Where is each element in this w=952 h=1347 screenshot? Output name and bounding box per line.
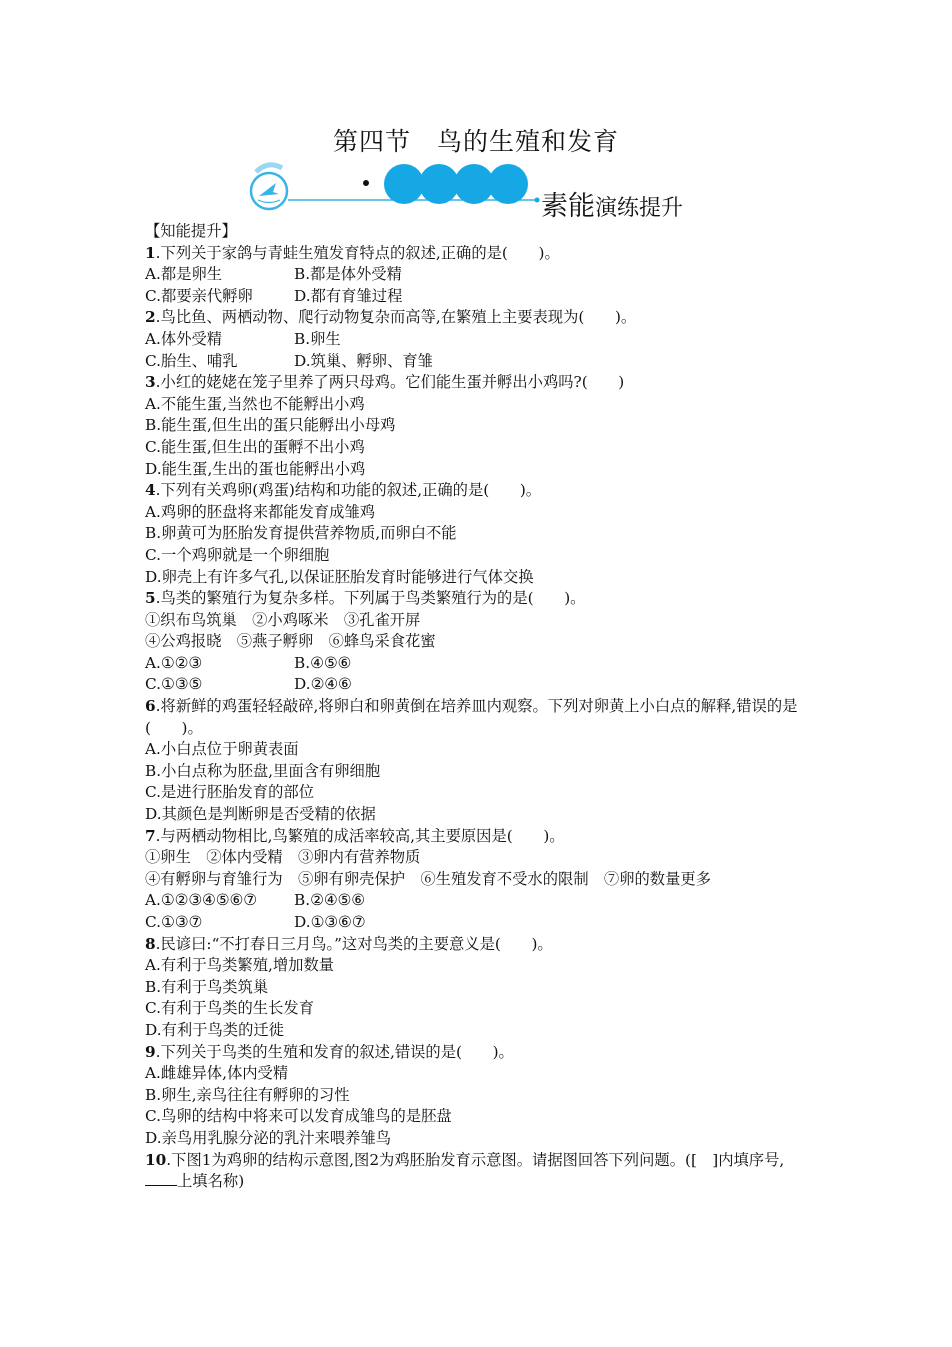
option-d: D.筑巢、孵卵、育雏 [294, 351, 433, 370]
option-b: B.小白点称为胚盘,里面含有卵细胞 [145, 761, 381, 780]
options-row [145, 286, 815, 308]
option-a: A.有利于鸟类繁殖,增加数量 [145, 956, 335, 975]
option-c: C.有利于鸟类的生长发育 [145, 999, 314, 1018]
option-a: A.体外受精 [145, 329, 223, 348]
option-d: D.其颜色是判断卵是否受精的依据 [145, 805, 376, 824]
options-row [145, 653, 815, 675]
option-c: C.都要亲代孵卵 [145, 286, 253, 305]
options-row [145, 264, 815, 286]
question-list [145, 221, 815, 1193]
option-a: A.鸡卵的胚盘将来都能发育成雏鸡 [145, 502, 376, 521]
option-a: A.雌雄异体,体内受精 [145, 1064, 289, 1083]
option-b: B.卵生,亲鸟往往有孵卵的习性 [145, 1085, 350, 1104]
option-a: A.不能生蛋,当然也不能孵出小鸡 [145, 394, 365, 413]
question-8: 8.民谚曰:“不打春日三月鸟。”这对鸟类的主要意义是( )。 [145, 934, 553, 953]
option-a: A.都是卵生 [145, 265, 223, 284]
option-b: B.有利于鸟类筑巢 [145, 977, 269, 996]
options-row [145, 912, 815, 934]
option-c: C.①③⑤ [145, 675, 203, 694]
question-9: 9.下列关于鸟类的生殖和发育的叙述,错误的是( )。 [145, 1042, 514, 1061]
option-d: D.卵壳上有许多气孔,以保证胚胎发育时能够进行气体交换 [145, 567, 534, 586]
page-title: 第四节 鸟的生殖和发育 [332, 127, 619, 156]
question-2: 2.鸟比鱼、两栖动物、爬行动物复杂而高等,在繁殖上主要表现为( )。 [145, 308, 637, 327]
options-row [145, 351, 815, 373]
option-b: B.④⑤⑥ [294, 653, 352, 672]
option-c: C.是进行胚胎发育的部位 [145, 783, 314, 802]
question-4: 4.下列有关鸡卵(鸡蛋)结构和功能的叙述,正确的是( )。 [145, 481, 542, 500]
option-d: D.②④⑥ [294, 675, 352, 694]
question-5: 5.鸟类的繁殖行为复杂多样。下列属于鸟类繁殖行为的是( )。 [145, 589, 586, 608]
option-b: B.卵生 [294, 329, 341, 348]
option-c: C.胎生、哺乳 [145, 351, 238, 370]
option-b: B.能生蛋,但生出的蛋只能孵出小母鸡 [145, 416, 396, 435]
options-row [145, 329, 815, 351]
option-c: C.能生蛋,但生出的蛋孵不出小鸡 [145, 437, 365, 456]
option-c: C.鸟卵的结构中将来可以发育成雏鸟的是胚盘 [145, 1107, 452, 1126]
option-b: B.卵黄可为胚胎发育提供营养物质,而卵白不能 [145, 524, 457, 543]
item-list: ④有孵卵与育雏行为 ⑤卵有卵壳保护 ⑥生殖发育不受水的限制 ⑦卵的数量更多 [145, 869, 711, 888]
options-row [145, 890, 815, 912]
option-d: D.亲鸟用乳腺分泌的乳汁来喂养雏鸟 [145, 1128, 392, 1147]
option-c: C.一个鸡卵就是一个卵细胞 [145, 545, 330, 564]
question-10: 10.下图1为鸡卵的结构示意图,图2为鸡胚胎发育示意图。请据图回答下列问题。([ ]内填序号,上填名称) [145, 1150, 785, 1191]
fill-blank [145, 1171, 177, 1186]
option-d: D.都有育雏过程 [294, 286, 403, 305]
banner-small: 演练提升 [595, 196, 684, 221]
option-a: A.小白点位于卵黄表面 [145, 740, 299, 759]
option-d: D.①③⑥⑦ [294, 913, 366, 931]
item-list: ①卵生 ②体内受精 ③卵内有营养物质 [145, 848, 421, 867]
item-list: ①织布鸟筑巢 ②小鸡啄米 ③孔雀开屏 [145, 610, 421, 629]
option-d: D.有利于鸟类的迁徙 [145, 1020, 284, 1039]
question-7: 7.与两栖动物相比,鸟繁殖的成活率较高,其主要原因是( )。 [145, 826, 565, 845]
banner-big: 素能 [541, 191, 595, 222]
logo-icon [251, 165, 287, 209]
banner-text [541, 184, 683, 223]
section-heading: 【知能提升】 [145, 222, 237, 240]
option-d: D.能生蛋,生出的蛋也能孵出小鸡 [145, 459, 366, 478]
question-1: 1.下列关于家鸽与青蛙生殖发育特点的叙述,正确的是( )。 [145, 243, 560, 262]
question-6: 6.将新鲜的鸡蛋轻轻敲碎,将卵白和卵黄倒在培养皿内观察。下列对卵黄上小白点的解释,错误的是( )。 [145, 697, 798, 737]
option-a: A.①②③④⑤⑥⑦ [145, 891, 257, 910]
item-list: ④公鸡报晓 ⑤燕子孵卵 ⑥蜂鸟采食花蜜 [145, 632, 436, 651]
option-b: B.都是体外受精 [294, 265, 402, 284]
option-a: A.①②③ [145, 653, 203, 672]
options-row [145, 674, 815, 696]
option-c: C.①③⑦ [145, 913, 203, 931]
question-3: 3.小红的姥姥在笼子里养了两只母鸡。它们能生蛋并孵出小鸡吗?( ) [145, 373, 625, 392]
option-b: B.②④⑤⑥ [294, 891, 365, 910]
